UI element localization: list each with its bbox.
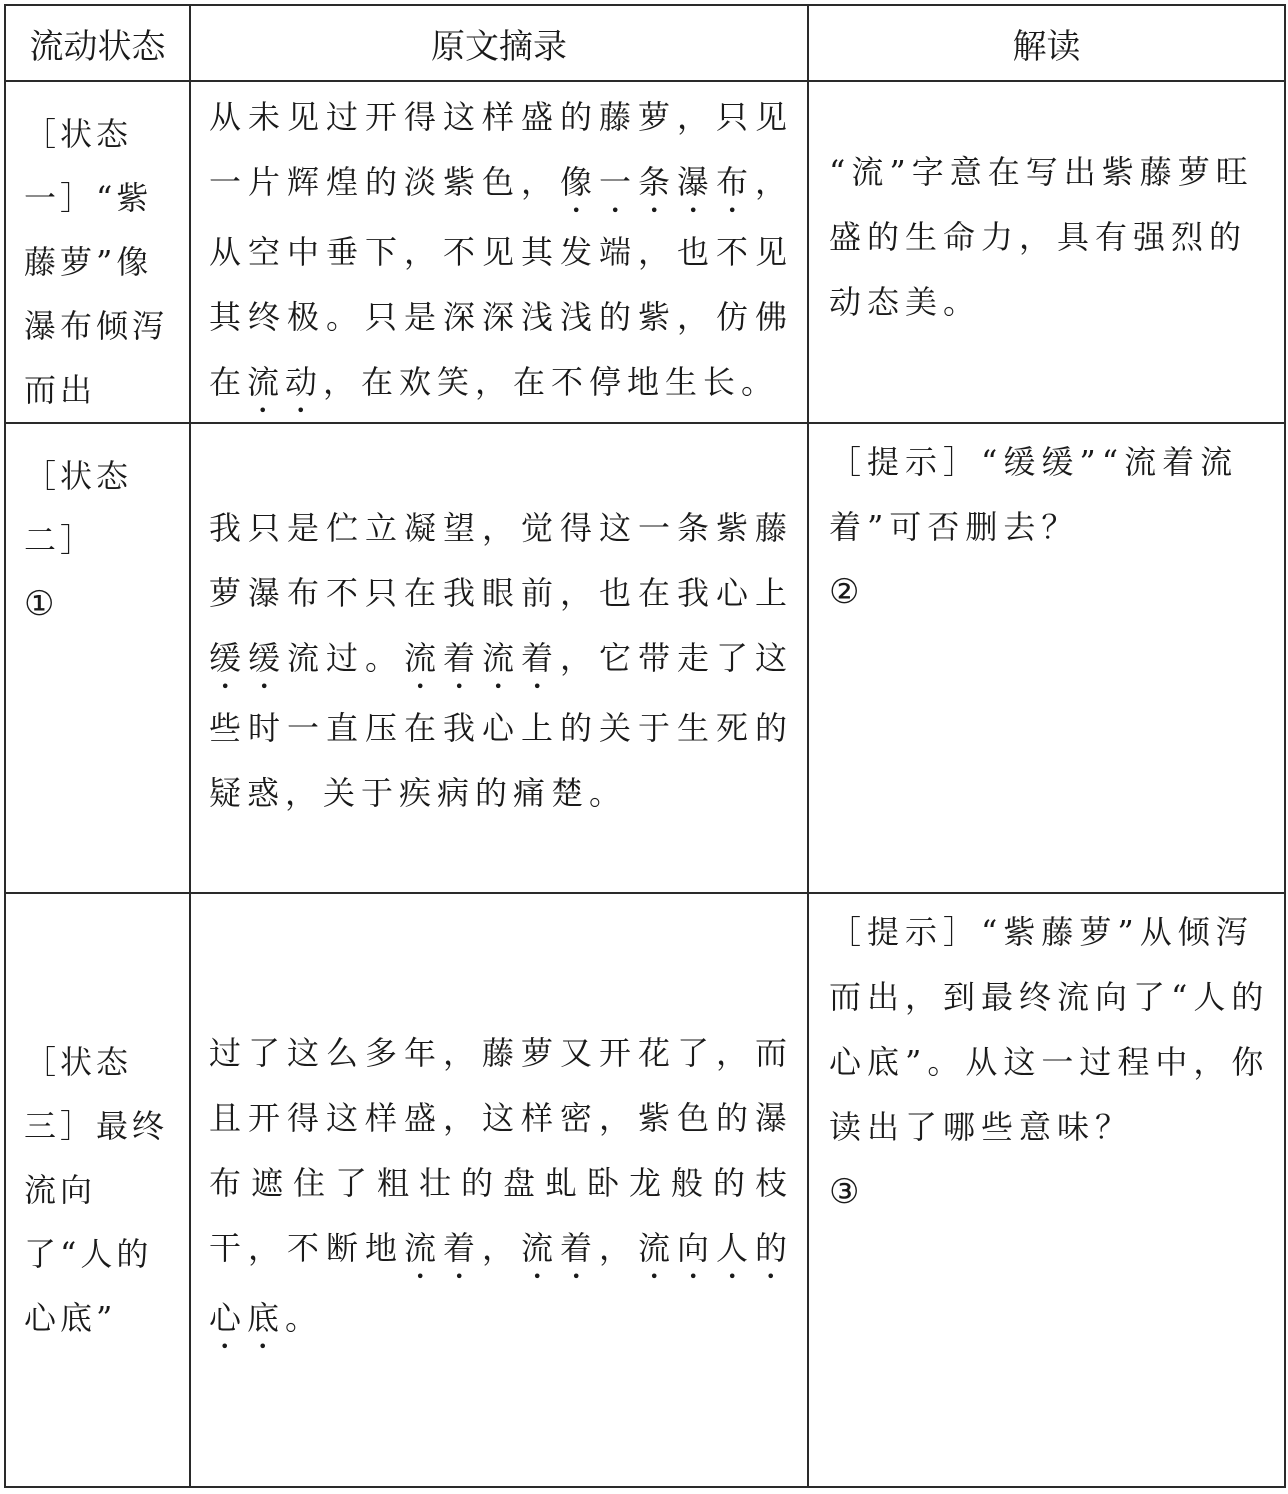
excerpt-text: ，从空中垂下，不见其发端，也不见其终极。只是深深浅浅的紫，仿佛在	[209, 162, 793, 401]
excerpt-text: 。	[285, 1298, 324, 1337]
excerpt-cell	[190, 893, 808, 1487]
excerpt-text: 从未见过开得这样盛的藤萝，只见一片辉煌的淡紫色，	[209, 97, 793, 201]
hint-text: ［提示］“紫藤萝”从倾泻而出，到最终流向了“人的心底”。从这一过程中，你读出了哪些意味？	[829, 913, 1270, 1146]
excerpt-text: ，	[481, 1228, 521, 1267]
excerpt-cell	[190, 423, 808, 893]
state-label: ［状态一］“紫藤萝”像瀑布倾泻而出	[24, 115, 169, 409]
interpretation-cell	[808, 893, 1285, 1487]
interpretation-cell	[808, 81, 1285, 423]
emphasized-text: 流着	[403, 1228, 482, 1267]
state-cell	[5, 81, 190, 423]
table-row	[5, 423, 1285, 893]
header-excerpt: 原文摘录	[190, 5, 808, 81]
header-interpretation: 解读	[808, 5, 1285, 81]
excerpt-text: 流过。	[287, 639, 404, 677]
answer-blank-marker: ②	[829, 572, 866, 612]
header-flow-state: 流动状态	[5, 5, 190, 81]
state-label: ［状态二］	[24, 457, 133, 559]
interpretation-text: “流”字意在写出紫藤萝旺盛的生命力，具有强烈的动态美。	[829, 152, 1254, 321]
reading-table	[4, 4, 1286, 1488]
emphasized-text: 流动	[247, 362, 324, 401]
answer-blank-marker: ①	[24, 584, 59, 624]
excerpt-text: 我只是伫立凝望，觉得这一条紫藤萝瀑布不只在我眼前，也在我心上	[209, 509, 793, 612]
table-row	[5, 81, 1285, 423]
excerpt-text: ，它带走了这些时一直压在我心上的关于生死的疑惑，关于疾病的痛楚。	[209, 639, 793, 812]
emphasized-text: 流向人的心底	[209, 1228, 793, 1337]
answer-blank-marker: ③	[829, 1172, 866, 1212]
state-cell	[5, 423, 190, 893]
emphasized-text: 缓缓	[209, 639, 287, 677]
hint-text: ［提示］“缓缓”“流着流着”可否删去？	[829, 443, 1239, 546]
excerpt-text: 过了这么多年，藤萝又开花了，而且开得这样盛，这样密，紫色的瀑布遮住了粗壮的盘虬卧龙般的枝干，不断地	[209, 1033, 793, 1267]
header-row	[5, 5, 1285, 81]
excerpt-text: ，	[598, 1228, 638, 1267]
state-cell	[5, 893, 190, 1487]
table-row	[5, 893, 1285, 1487]
emphasized-text: 像一条瀑布	[559, 162, 755, 201]
emphasized-text: 流着流着	[404, 639, 560, 677]
interpretation-cell	[808, 423, 1285, 893]
state-label: ［状态三］最终流向了“人的心底”	[24, 1043, 169, 1337]
emphasized-text: 流着	[520, 1228, 599, 1267]
excerpt-cell	[190, 81, 808, 423]
excerpt-text: ，在欢笑，在不停地生长。	[323, 362, 780, 401]
